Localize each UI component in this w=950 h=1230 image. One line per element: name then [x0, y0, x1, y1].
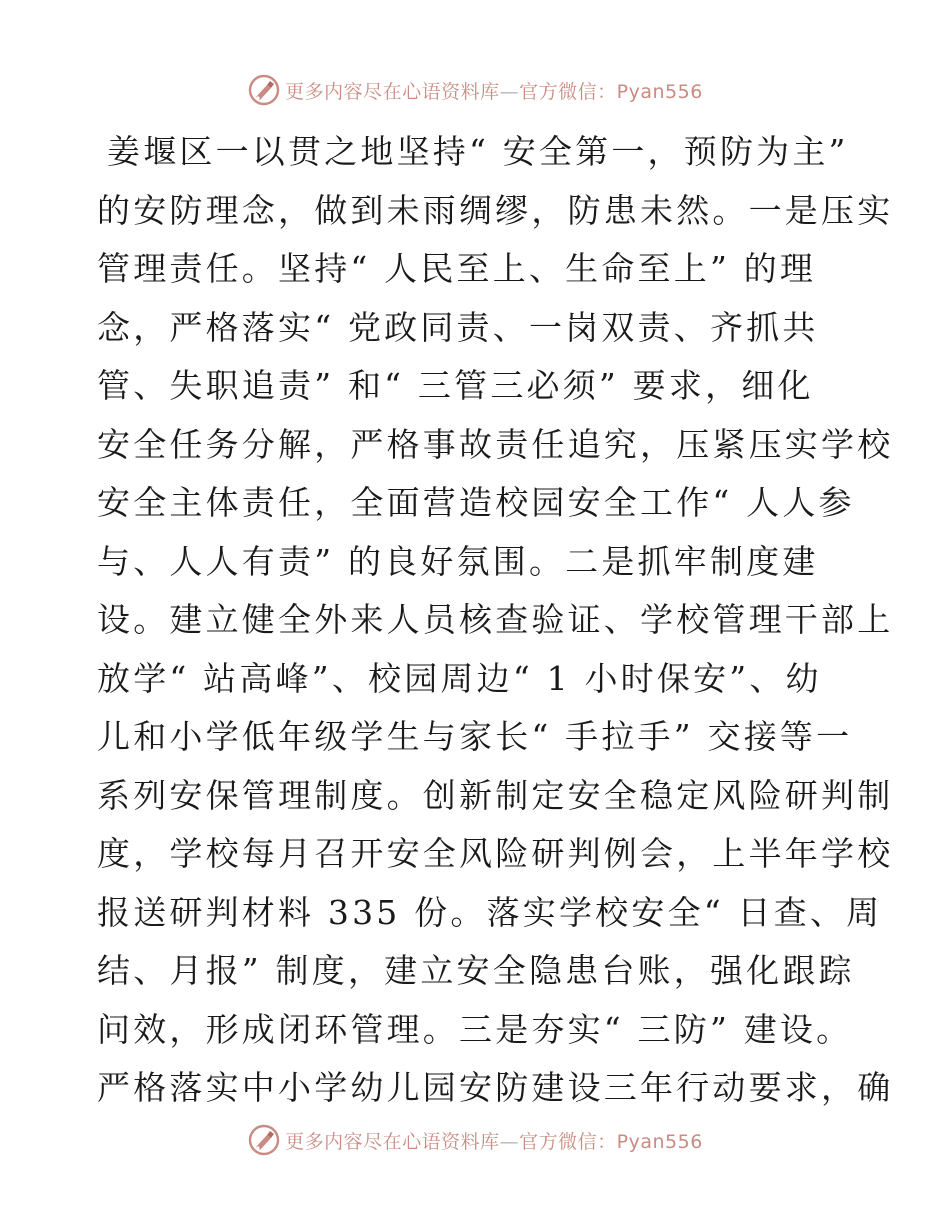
body-line: 念，严格落实“ 党政同责、一岗双责、齐抓共: [97, 307, 819, 347]
body-line: 安全任务分解，严格事故责任追究，压紧压实学校: [97, 424, 894, 464]
body-line: 严格落实中小学幼儿园安防建设三年行动要求，确: [97, 1068, 894, 1107]
body-line: 放学“ 站高峰”、校园周边“ 1 小时保安”、幼: [97, 658, 822, 698]
pen-logo-icon: [247, 73, 281, 107]
watermark-contact: 官方微信：Pyan556: [519, 80, 703, 103]
body-line: 管、失职追责” 和“ 三管三必须” 要求，细化: [97, 366, 814, 405]
watermark-separator: —: [499, 1130, 520, 1153]
body-line: 与、人人有责” 的良好氛围。二是抓牢制度建: [97, 541, 819, 581]
body-line: 系列安保管理制度。创新制定安全稳定风险研判制: [97, 775, 894, 815]
pen-logo-icon: [247, 1123, 281, 1157]
document-body: [97, 123, 894, 1118]
body-line: 设。建立健全外来人员核查验证、学校管理干部上: [97, 600, 894, 639]
body-line: 的安防理念，做到未雨绸缪，防患未然。一是压实: [97, 190, 894, 230]
body-line: 儿和小学低年级学生与家长“ 手拉手” 交接等一: [97, 717, 853, 756]
watermark-text: [285, 77, 703, 104]
watermark-footer: [0, 1120, 950, 1160]
body-line: 问效，形成闭环管理。三是夯实“ 三防” 建设。: [97, 1009, 853, 1049]
watermark-text: [285, 1127, 703, 1154]
body-line: 度，学校每月召开安全风险研判例会，上半年学校: [97, 834, 894, 873]
watermark-contact: 官方微信：Pyan556: [519, 1130, 703, 1153]
watermark-title: 更多内容尽在心语资料库: [285, 80, 500, 103]
body-line: 报送研判材料 335 份。落实学校安全“ 日查、周: [97, 892, 883, 932]
body-line: 管理责任。坚持“ 人民至上、生命至上” 的理: [97, 249, 817, 288]
body-line: 结、月报” 制度，建立安全隐患台账，强化跟踪: [97, 951, 855, 990]
watermark-title: 更多内容尽在心语资料库: [285, 1130, 500, 1153]
watermark-separator: —: [499, 80, 520, 103]
body-line: 安全主体责任，全面营造校园安全工作“ 人人参: [97, 483, 855, 522]
body-line: 姜堰区一以贯之地坚持“ 安全第一，预防为主”: [107, 132, 849, 171]
watermark-header: [0, 70, 950, 110]
